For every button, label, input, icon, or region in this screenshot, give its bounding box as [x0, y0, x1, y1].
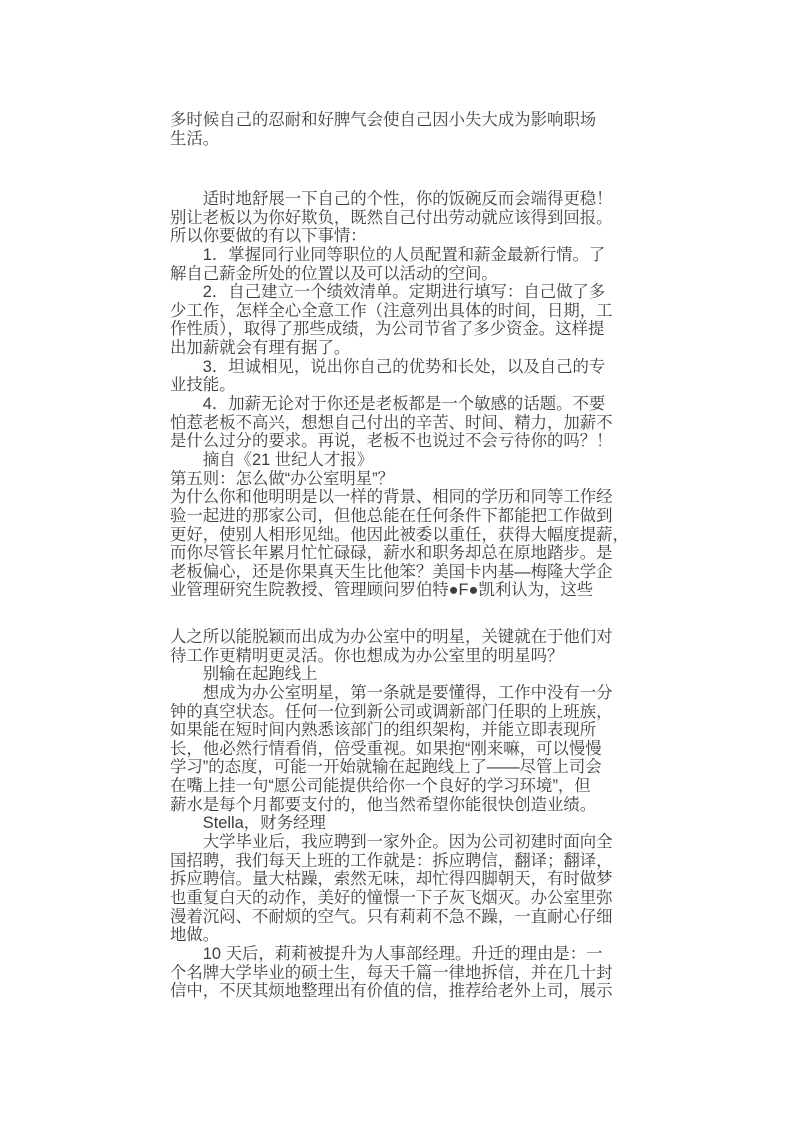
text-line: 验一起进的那家公司，但他总能在任何条件下都能把工作做到 [170, 506, 613, 525]
text-line: 薪水是每个月都要支付的，他当然希望你能很快创造业绩。 [170, 795, 597, 814]
text-line: 10 天后，莉莉被提升为人事部经理。升迁的理由是：一 [170, 944, 603, 963]
text-line: 信中，不厌其烦地整理出有价值的信，推荐给老外上司，展示 [170, 982, 613, 1001]
text-line: 个名牌大学毕业的硕士生，每天千篇一律地拆信，并在几十封 [170, 963, 613, 982]
text-line: 大学毕业后，我应聘到一家外企。因为公司初建时面向全 [170, 833, 613, 852]
text-line: 适时地舒展一下自己的个性，你的饭碗反而会端得更稳！ [170, 190, 613, 208]
paragraph-block-1 [170, 111, 648, 148]
text-line: 是什么过分的要求。再说，老板不也说过不会亏待你的吗？！ [170, 432, 613, 451]
text-line: 生活。 [170, 129, 220, 148]
text-line: 所以你要做的有以下事情： [170, 227, 367, 246]
text-line: 钟的真空状态。任何一位到新公司或调新部门任职的上班族， [170, 702, 613, 721]
text-line: 地做。 [170, 926, 220, 945]
text-line: 解自己薪金所处的位置以及可以活动的空间。 [170, 264, 498, 283]
text-line: Stella，财务经理 [170, 814, 326, 833]
text-line: 而你尽管长年累月忙忙碌碌，薪水和职务却总在原地踏步。是 [170, 544, 613, 563]
text-line: 漫着沉闷、不耐烦的空气。只有莉莉不急不躁，一直耐心仔细 [170, 907, 613, 926]
text-line: 拆应聘信。量大枯躁，索然无味，却忙得四脚朝天，有时做梦 [170, 870, 613, 889]
text-line: 多时候自己的忍耐和好脾气会使自己因小失大成为影响职场 [170, 111, 597, 129]
text-line: 业管理研究生院教授、管理顾问罗伯特●F●凯利认为，这些 [170, 581, 594, 600]
text-line: 学习”的态度，可能一开始就输在起跑线上了——尽管上司会 [170, 758, 602, 777]
text-line: 想成为办公室明星，第一条就是要懂得，工作中没有一分 [170, 683, 613, 702]
text-line: 1．掌握同行业同等职位的人员配置和薪金最新行情。了 [170, 245, 606, 264]
text-line: 待工作更精明更灵活。你也想成为办公室里的明星吗？ [170, 646, 564, 665]
text-line: 老板偏心，还是你果真天生比他笨？美国卡内基—梅隆大学企 [170, 562, 613, 581]
text-line: 3．坦诚相见，说出你自己的优势和长处，以及自己的专 [170, 357, 606, 376]
text-line: 少工作，怎样全心全意工作（注意列出具体的时间，日期，工 [170, 301, 613, 320]
paragraph-block-2 [170, 190, 648, 600]
text-line: 别让老板以为你好欺负，既然自己付出劳动就应该得到回报。 [170, 208, 613, 227]
text-line: 出加薪就会有理有据了。 [170, 339, 351, 358]
text-line: 业技能。 [170, 376, 236, 395]
text-line: 为什么你和他明明是以一样的背景、相同的学历和同等工作经 [170, 488, 613, 507]
text-line: 国招聘，我们每天上班的工作就是：拆应聘信，翻译；翻译， [170, 851, 613, 870]
text-line: 作性质），取得了那些成绩，为公司节省了多少资金。这样提 [170, 320, 605, 339]
text-line: 第五则：怎么做“办公室明星”？ [170, 469, 394, 488]
paragraph-block-3 [170, 628, 648, 1001]
text-line: 摘自《21 世纪人才报》 [170, 450, 374, 469]
text-line: 怕惹老板不高兴，想想自己付出的辛苦、时间、精力，加薪不 [170, 413, 613, 432]
text-line: 人之所以能脱颖而出成为办公室中的明星，关键就在于他们对 [170, 628, 613, 646]
text-line: 2．自己建立一个绩效清单。定期进行填写：自己做了多 [170, 283, 606, 302]
text-line: 4．加薪无论对于你还是老板都是一个敏感的话题。不要 [170, 395, 606, 414]
text-line: 长，他必然行情看俏，倍受重视。如果抱“刚来嘛，可以慢慢 [170, 739, 602, 758]
text-line: 在嘴上挂一句“愿公司能提供给你一个良好的学习环境”，但 [170, 777, 591, 796]
text-line: 别输在起跑线上 [170, 665, 318, 684]
text-line: 更好，使别人相形见绌。他因此被委以重任，获得大幅度提薪， [170, 525, 629, 544]
text-line: 如果能在短时间内熟悉该部门的组织架构，并能立即表现所 [170, 721, 597, 740]
text-line: 也重复白天的动作，美好的憧憬一下子灰飞烟灭。办公室里弥 [170, 888, 613, 907]
